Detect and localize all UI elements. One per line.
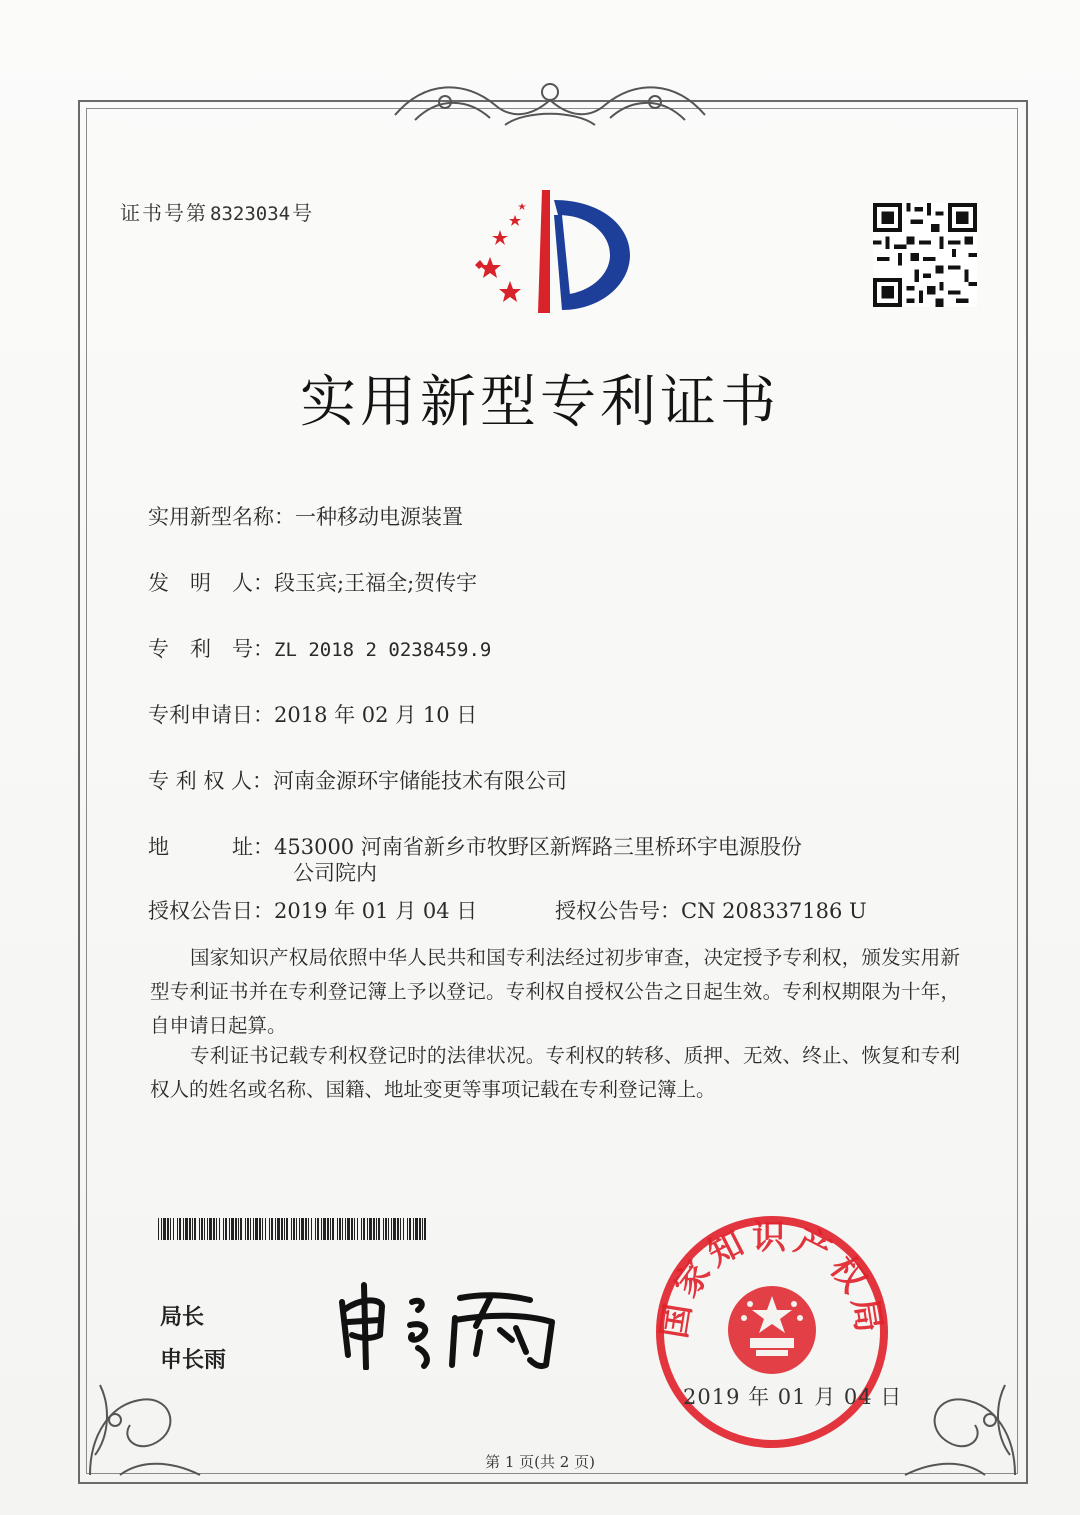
page-indicator: 第 1 页(共 2 页) bbox=[485, 1453, 595, 1471]
certificate-number-suffix: 号 bbox=[292, 201, 315, 225]
field-value: 河南金源环宇储能技术有限公司 bbox=[273, 769, 568, 793]
certificate-number bbox=[120, 197, 314, 226]
seal-text: 国家知识产权局 bbox=[654, 1217, 890, 1342]
field-patentee bbox=[148, 765, 567, 795]
top-ornament-icon bbox=[385, 70, 715, 140]
document-title: 实用新型专利证书 bbox=[300, 370, 780, 435]
field-label: 授权公告号： bbox=[555, 899, 681, 923]
field-utility-model-name bbox=[148, 501, 463, 531]
director-title: 局长 bbox=[160, 1305, 205, 1330]
field-label: 实用新型名称： bbox=[148, 505, 295, 529]
field-value: CN 208337186 U bbox=[681, 899, 867, 923]
field-value: 453000 河南省新乡市牧野区新辉路三里桥环宇电源股份 bbox=[274, 835, 802, 859]
field-patent-number bbox=[148, 633, 491, 663]
statement-paragraph-1: 国家知识产权局依照中华人民共和国专利法经过初步审查，决定授予专利权，颁发实用新型专利证书并在专利登记簿上予以登记。专利权自授权公告之日起生效。专利权期限为十年，自申请日起算。 bbox=[150, 946, 960, 1037]
field-label: 专利申请日： bbox=[148, 703, 274, 727]
field-label: 专 利 号： bbox=[148, 637, 274, 661]
field-value: 2019 年 01 月 04 日 bbox=[274, 899, 478, 923]
certificate-number-prefix: 证书号第 bbox=[120, 201, 208, 225]
field-label: 发 明 人： bbox=[148, 571, 274, 595]
field-value: 2018 年 02 月 10 日 bbox=[274, 703, 478, 727]
seal-date: 2019 年 01 月 04 日 bbox=[683, 1385, 903, 1409]
certificate-number-value: 8323034 bbox=[210, 203, 291, 225]
field-grant-number bbox=[555, 895, 867, 925]
field-grant-date bbox=[148, 895, 477, 925]
director-name: 申长雨 bbox=[160, 1348, 227, 1373]
field-filing-date bbox=[148, 699, 477, 729]
field-value: ZL 2018 2 0238459.9 bbox=[274, 639, 492, 661]
field-inventors bbox=[148, 567, 477, 597]
barcode-icon bbox=[158, 1218, 430, 1240]
patent-office-emblem-icon bbox=[470, 185, 635, 315]
qr-code-icon bbox=[873, 203, 977, 307]
field-address-line2: 公司院内 bbox=[293, 861, 377, 885]
official-seal-icon bbox=[652, 1212, 892, 1452]
signature-icon bbox=[330, 1280, 570, 1370]
statement-paragraph-2: 专利证书记载专利权登记时的法律状况。专利权的转移、质押、无效、终止、恢复和专利权人的姓名或名称、国籍、地址变更等事项记载在专利登记簿上。 bbox=[150, 1044, 960, 1101]
field-value: 一种移动电源装置 bbox=[295, 505, 463, 529]
field-label: 专 利 权 人： bbox=[148, 769, 274, 793]
field-label: 授权公告日： bbox=[148, 899, 274, 923]
field-value: 段玉宾;王福全;贺传宇 bbox=[274, 571, 478, 595]
field-label: 地 址： bbox=[148, 835, 274, 859]
field-address bbox=[148, 831, 802, 861]
